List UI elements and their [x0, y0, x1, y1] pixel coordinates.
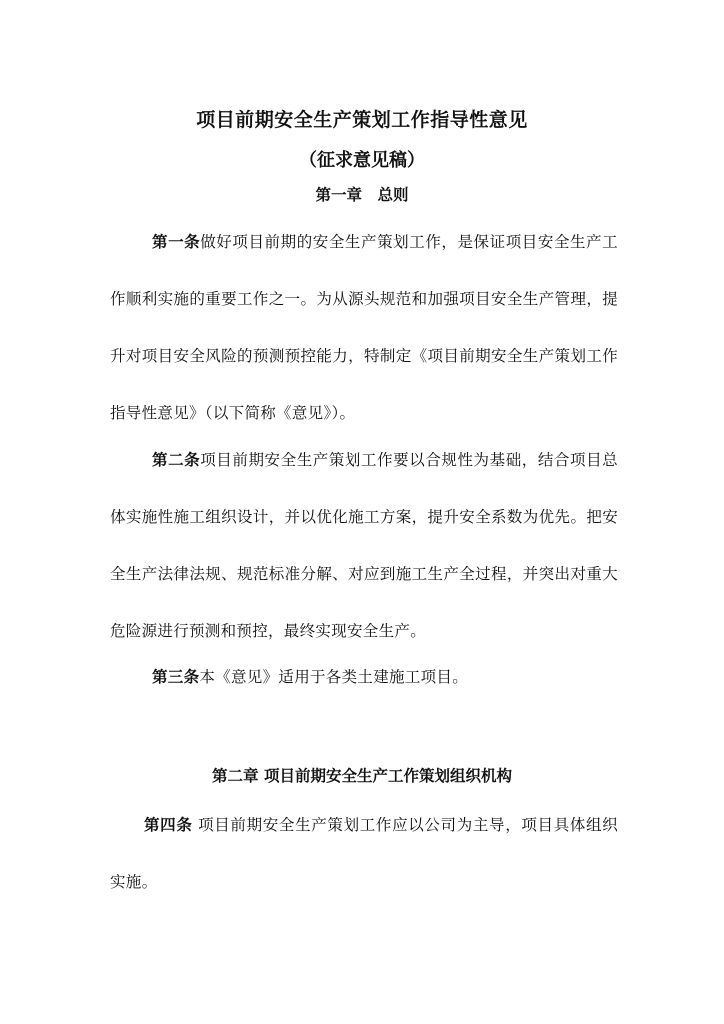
- article-3-text: 本《意见》适用于各类土建施工项目。: [199, 668, 469, 686]
- chapter-2-heading: 第二章 项目前期安全生产工作策划组织机构: [212, 767, 512, 785]
- article-1: [110, 214, 618, 442]
- article-3: [110, 649, 618, 706]
- article-4-label: 第四条: [144, 816, 193, 834]
- article-1-label: 第一条: [152, 233, 201, 251]
- article-4: [110, 797, 618, 911]
- article-2-label: 第二条: [152, 451, 201, 469]
- article-1-text: 做好项目前期的安全生产策划工作，是保证项目安全生产工作顺利实施的重要工作之一。为从源头规范和加强项目安全生产管理，提升对项目安全风险的预测预控能力，特制定《项目前期安全生产策划工作指导性意见》（以下简称《意见》）。: [110, 233, 618, 422]
- chapter-1-heading: 第一章 总则: [315, 186, 409, 204]
- document-title: 项目前期安全生产策划工作指导性意见: [196, 109, 528, 131]
- article-3-label: 第三条: [152, 668, 200, 686]
- article-4-text: 项目前期安全生产策划工作应以公司为主导，项目具体组织实施。: [110, 816, 618, 891]
- article-2: [110, 432, 618, 660]
- article-2-text: 项目前期安全生产策划工作要以合规性为基础，结合项目总体实施性施工组织设计，并以优化施工方案，提升安全系数为优先。把安全生产法律法规、规范标准分解、对应到施工生产全过程，并突出对重大危险源进行预测和预控，最终实现安全生产。: [110, 451, 618, 640]
- document-subtitle: （征求意见稿）: [299, 150, 425, 171]
